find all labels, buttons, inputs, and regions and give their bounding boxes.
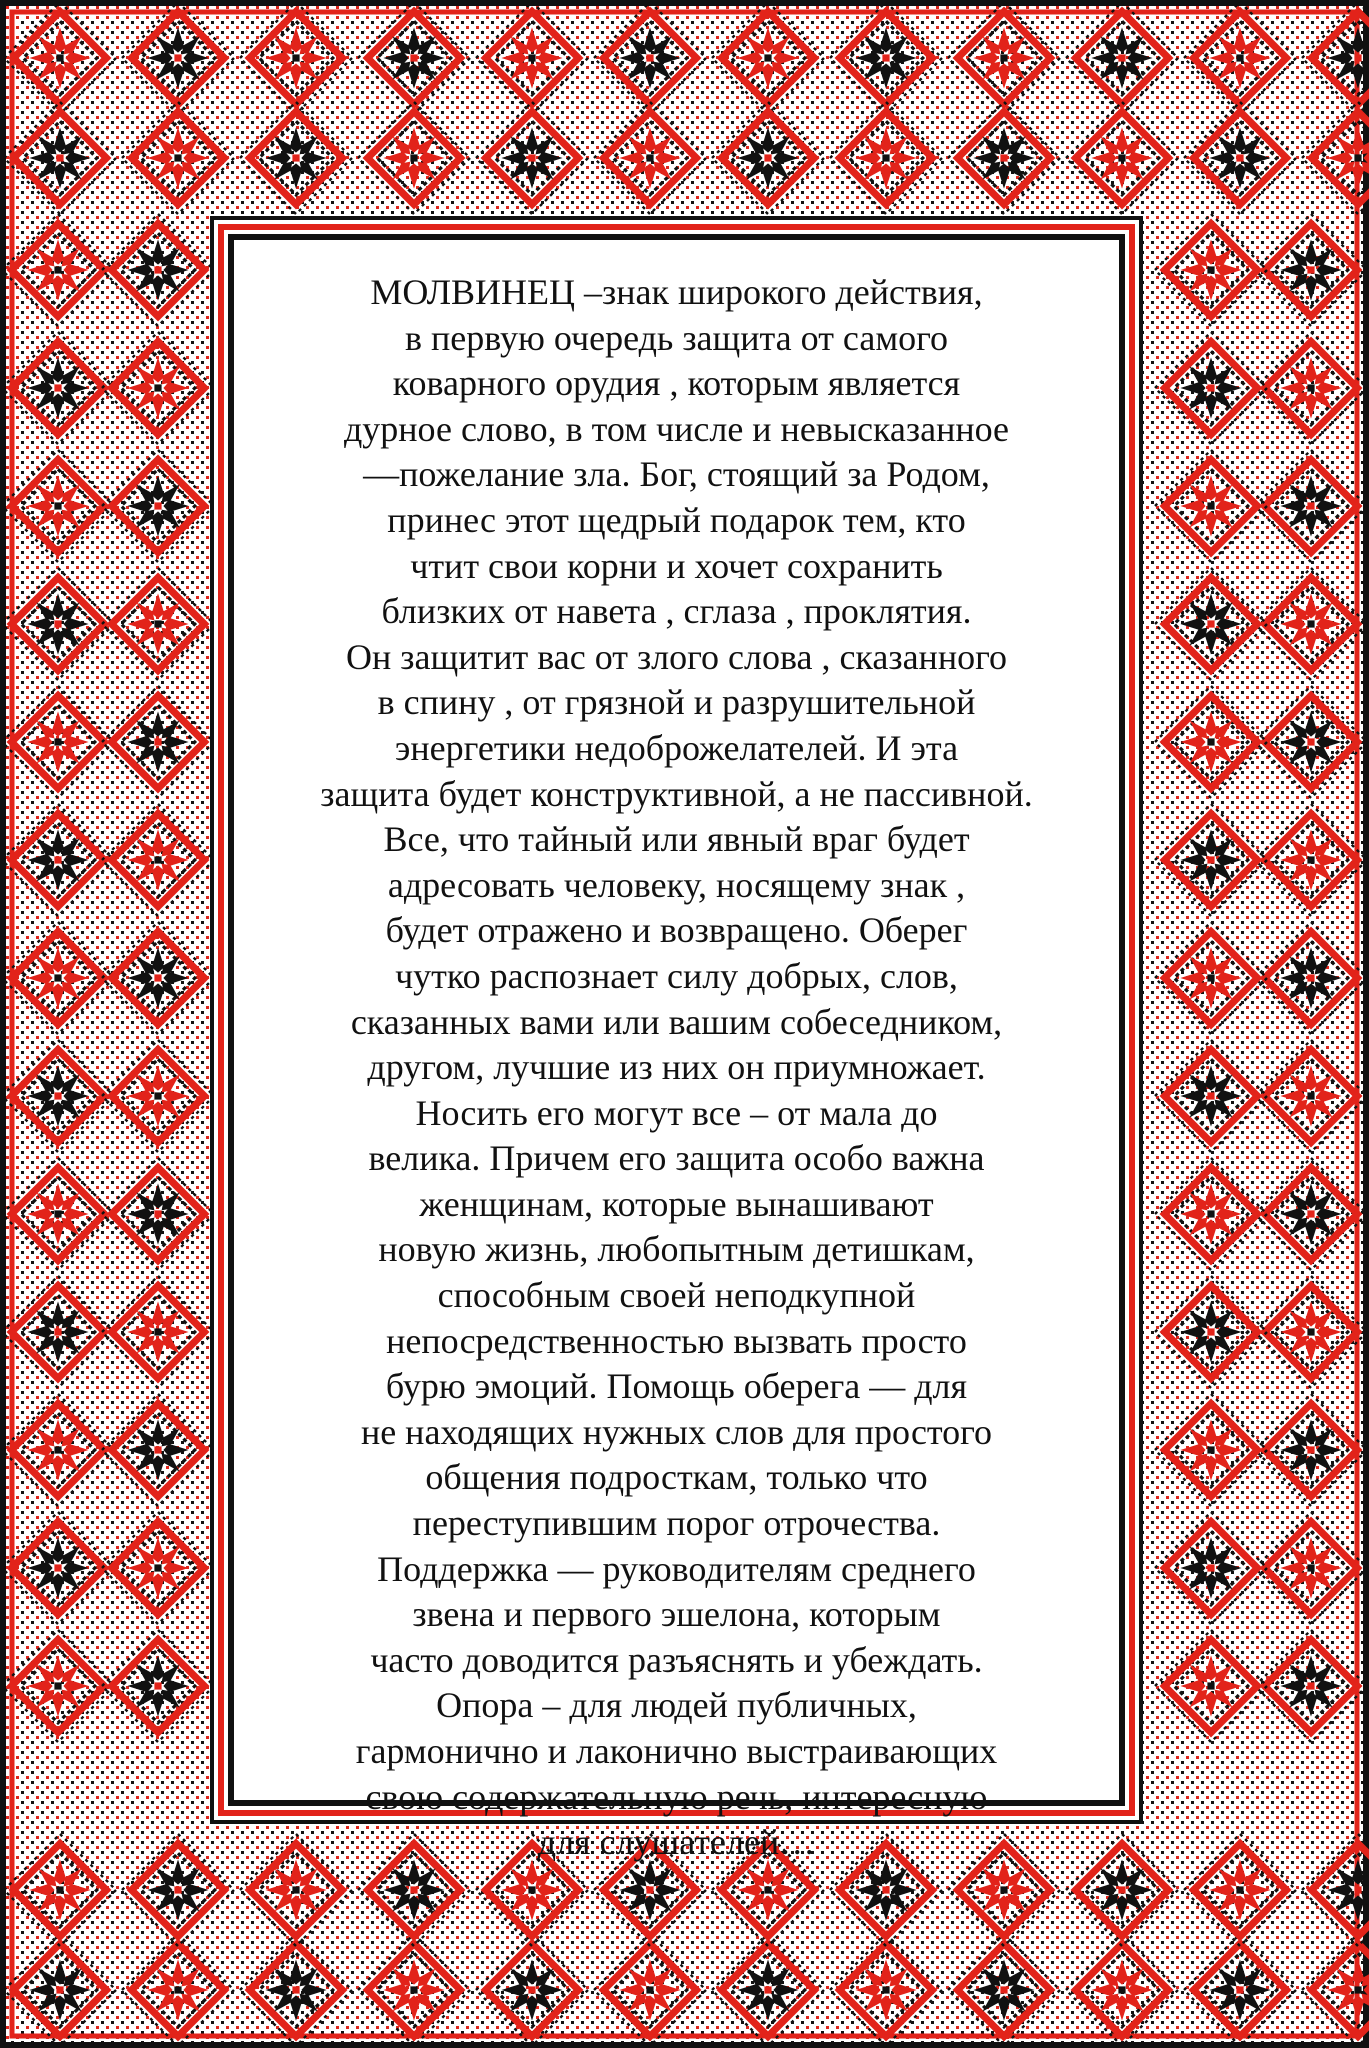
star-black-motif [855, 27, 916, 88]
star-black-motif [1180, 829, 1241, 890]
star-red-motif [1280, 1301, 1341, 1362]
star-black-motif [383, 27, 444, 88]
star-black-motif [737, 1959, 798, 2020]
star-black-motif [383, 1859, 444, 1920]
text-line: защита будет конструктивной, а не пассивной. [320, 773, 1033, 814]
star-black-motif [1280, 475, 1341, 536]
text-line: Носить его могут все – от мала до [415, 1092, 938, 1133]
star-red-motif [147, 1959, 208, 2020]
star-red-motif [1280, 357, 1341, 418]
star-black-motif [737, 127, 798, 188]
text-line: чутко распознает силу добрых, слов, [395, 955, 958, 996]
star-black-motif [1091, 1859, 1152, 1920]
text-line: не находящих нужных слов для простого [360, 1411, 993, 1452]
star-red-motif [27, 947, 88, 1008]
star-red-motif [29, 1859, 90, 1920]
star-black-motif [1180, 1301, 1241, 1362]
star-red-motif [1209, 27, 1270, 88]
star-black-motif [1180, 357, 1241, 418]
text-line: чтит свои корни и хочет сохранить [410, 545, 943, 586]
star-black-motif [147, 1859, 208, 1920]
text-line: Опора – для людей публичных, [436, 1685, 917, 1726]
star-red-motif [501, 1859, 562, 1920]
star-red-motif [737, 1859, 798, 1920]
star-red-motif [383, 127, 444, 188]
star-black-motif [1091, 27, 1152, 88]
star-black-motif [29, 127, 90, 188]
text-line: дурное слово, в том числе и невысказанное [343, 408, 1010, 449]
star-black-motif [127, 239, 188, 300]
star-black-motif [265, 1959, 326, 2020]
star-red-motif [973, 1859, 1034, 1920]
star-red-motif [1180, 239, 1241, 300]
text-line: будет отражено и возвращено. Оберег [385, 910, 968, 951]
star-red-motif [737, 27, 798, 88]
text-line: новую жизнь, любопытным детишкам, [378, 1229, 975, 1270]
star-black-motif [1280, 1419, 1341, 1480]
star-red-motif [27, 239, 88, 300]
star-red-motif [27, 1183, 88, 1244]
star-black-motif [501, 127, 562, 188]
star-red-motif [1180, 1419, 1241, 1480]
star-black-motif [265, 127, 326, 188]
text-line: велика. Причем его защита особо важна [368, 1138, 985, 1179]
star-red-motif [973, 27, 1034, 88]
text-line: принес этот щедрый подарок тем, кто [387, 499, 966, 540]
star-red-motif [127, 593, 188, 654]
star-black-motif [1280, 239, 1341, 300]
star-red-motif [27, 475, 88, 536]
star-black-motif [1180, 1537, 1241, 1598]
text-panel [228, 234, 1125, 1863]
star-black-motif [1280, 1183, 1341, 1244]
text-line: в первую очередь защита от самого [405, 317, 948, 358]
star-black-motif [27, 829, 88, 890]
text-line: часто доводится разъяснять и убеждать. [370, 1639, 983, 1680]
star-red-motif [1280, 829, 1341, 890]
star-black-motif [127, 1655, 188, 1716]
star-red-motif [1180, 475, 1241, 536]
star-black-motif [1280, 947, 1341, 1008]
text-line: адресовать человеку, носящему знак , [387, 864, 966, 905]
star-red-motif [127, 829, 188, 890]
star-black-motif [27, 1301, 88, 1362]
text-line: звена и первого эшелона, которым [412, 1594, 941, 1635]
star-red-motif [29, 27, 90, 88]
star-black-motif [127, 1419, 188, 1480]
text-line: МОЛВИНЕЦ –знак широкого действия, [370, 272, 983, 312]
star-black-motif [1209, 1959, 1270, 2020]
star-black-motif [973, 127, 1034, 188]
star-red-motif [265, 1859, 326, 1920]
star-black-motif [27, 357, 88, 418]
star-black-motif [29, 1959, 90, 2020]
star-red-motif [1091, 1959, 1152, 2020]
star-black-motif [619, 27, 680, 88]
text-line: переступившим порог отрочества. [412, 1503, 941, 1544]
star-red-motif [1091, 127, 1152, 188]
star-black-motif [1209, 127, 1270, 188]
star-red-motif [383, 1959, 444, 2020]
star-black-motif [127, 711, 188, 772]
star-red-motif [1209, 1859, 1270, 1920]
star-black-motif [1280, 1655, 1341, 1716]
star-red-motif [127, 357, 188, 418]
star-red-motif [127, 1537, 188, 1598]
star-black-motif [147, 27, 208, 88]
star-black-motif [619, 1859, 680, 1920]
text-line: свою содержательную речь, интересную [365, 1776, 988, 1817]
text-line: гармонично и лаконично выстраивающих [355, 1731, 998, 1771]
star-red-motif [1180, 1655, 1241, 1716]
text-line: женщинам, которые вынашивают [419, 1183, 934, 1224]
poem-text [234, 270, 1119, 1863]
text-line: энергетики недоброжелателей. И эта [394, 727, 959, 768]
star-red-motif [27, 1655, 88, 1716]
star-black-motif [1180, 593, 1241, 654]
star-black-motif [127, 947, 188, 1008]
star-red-motif [127, 1065, 188, 1126]
star-red-motif [1280, 1537, 1341, 1598]
star-black-motif [27, 1537, 88, 1598]
text-line: Поддержка — руководителям среднего [377, 1548, 976, 1589]
text-line: —пожелание зла. Бог, стоящий за Родом, [363, 454, 990, 495]
text-line: способным своей неподкупной [437, 1275, 916, 1316]
text-line: для слушателей… [537, 1822, 816, 1863]
star-red-motif [501, 27, 562, 88]
star-black-motif [855, 1859, 916, 1920]
star-red-motif [1180, 1183, 1241, 1244]
star-red-motif [1180, 947, 1241, 1008]
star-red-motif [127, 1301, 188, 1362]
text-line: Он защитит вас от злого слова , сказанного [346, 636, 1007, 677]
star-red-motif [147, 127, 208, 188]
star-black-motif [27, 1065, 88, 1126]
star-black-motif [127, 475, 188, 536]
star-red-motif [1180, 711, 1241, 772]
star-black-motif [127, 1183, 188, 1244]
star-red-motif [27, 1419, 88, 1480]
text-line: сказанных вами или вашим собеседником, [350, 1001, 1003, 1042]
star-red-motif [855, 1959, 916, 2020]
text-line: в спину , от грязной и разрушительной [377, 682, 976, 723]
text-line: общения подросткам, только что [425, 1457, 928, 1498]
text-line: Все, что тайный или явный враг будет [383, 819, 970, 860]
star-black-motif [973, 1959, 1034, 2020]
star-black-motif [27, 593, 88, 654]
star-red-motif [1280, 1065, 1341, 1126]
text-line: другом, лучшие из них он приумножает. [367, 1047, 986, 1088]
text-line: бурю эмоций. Помощь оберега — для [385, 1366, 968, 1407]
text-line: непосредственностью вызвать просто [386, 1320, 967, 1361]
star-red-motif [619, 127, 680, 188]
star-black-motif [1180, 1065, 1241, 1126]
star-red-motif [855, 127, 916, 188]
text-line: близких от навета , сглаза , проклятия. [381, 591, 972, 632]
star-red-motif [619, 1959, 680, 2020]
star-red-motif [27, 711, 88, 772]
star-red-motif [1280, 593, 1341, 654]
star-red-motif [265, 27, 326, 88]
star-black-motif [1280, 711, 1341, 772]
star-black-motif [501, 1959, 562, 2020]
text-line: коварного орудия , которым является [392, 363, 961, 404]
